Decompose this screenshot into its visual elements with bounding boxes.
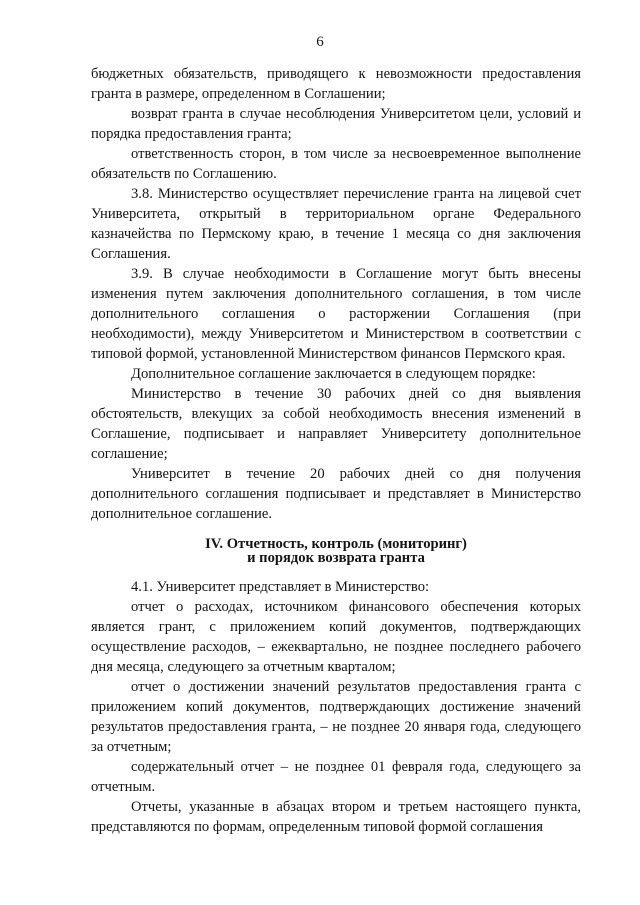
paragraph: отчет о достижении значений результатов предоставления гранта с приложением копий документов, подтверждающих достижение значений результатов предоставления гранта, – не позднее 20 января года, следующего за отчетным; bbox=[91, 679, 581, 755]
paragraph-3-8: 3.8. Министерство осуществляет перечисление гранта на лицевой счет Университета, открытый в территориальном органе Федерального казначейства по Пермскому краю, в течение 1 месяца со дня заключения Соглашения. bbox=[91, 186, 581, 262]
section-heading-line: и порядок возврата гранта bbox=[247, 550, 425, 566]
paragraph: Отчеты, указанные в абзацах втором и третьем настоящего пункта, представляются по формам, определенным типовой формой соглашения bbox=[91, 799, 581, 835]
section-heading-line: IV. Отчетность, контроль (мониторинг) bbox=[205, 536, 467, 552]
paragraph: Университет в течение 20 рабочих дней со дня получения дополнительного соглашения подписывает и представляет в Министерство дополнительное соглашение. bbox=[91, 466, 581, 522]
paragraph: Министерство в течение 30 рабочих дней со дня выявления обстоятельств, влекущих за собой необходимость внесения изменений в Соглашение, подписывает и направляет Университету дополнительное соглашение; bbox=[91, 386, 581, 462]
page-number: 6 bbox=[316, 34, 324, 50]
document-body bbox=[91, 64, 581, 837]
section-heading bbox=[91, 537, 581, 565]
paragraph: возврат гранта в случае несоблюдения Университетом цели, условий и порядка предоставления гранта; bbox=[91, 106, 581, 142]
paragraph: отчет о расходах, источником финансового обеспечения которых является грант, с приложением копий документов, подтверждающих осуществление расходов, – ежеквартально, не позднее последнего рабочего дня месяца, следующего за отчетным кварталом; bbox=[91, 599, 581, 675]
paragraph: бюджетных обязательств, приводящего к невозможности предоставления гранта в размере, определенном в Соглашении; bbox=[91, 66, 581, 102]
paragraph-3-9: 3.9. В случае необходимости в Соглашение могут быть внесены изменения путем заключения дополнительного соглашения, в том числе дополнительного соглашения о расторжении Соглашения (при необходимости), между Университетом и Министерством в соответствии с типовой формой, установленной Министерством финансов Пермского края. bbox=[91, 266, 581, 362]
paragraph: Дополнительное соглашение заключается в следующем порядке: bbox=[131, 366, 536, 382]
paragraph: ответственность сторон, в том числе за несвоевременное выполнение обязательств по Соглашению. bbox=[91, 146, 581, 182]
paragraph-4-1: 4.1. Университет представляет в Министерство: bbox=[131, 579, 430, 595]
paragraph: содержательный отчет – не позднее 01 февраля года, следующего за отчетным. bbox=[91, 759, 581, 795]
